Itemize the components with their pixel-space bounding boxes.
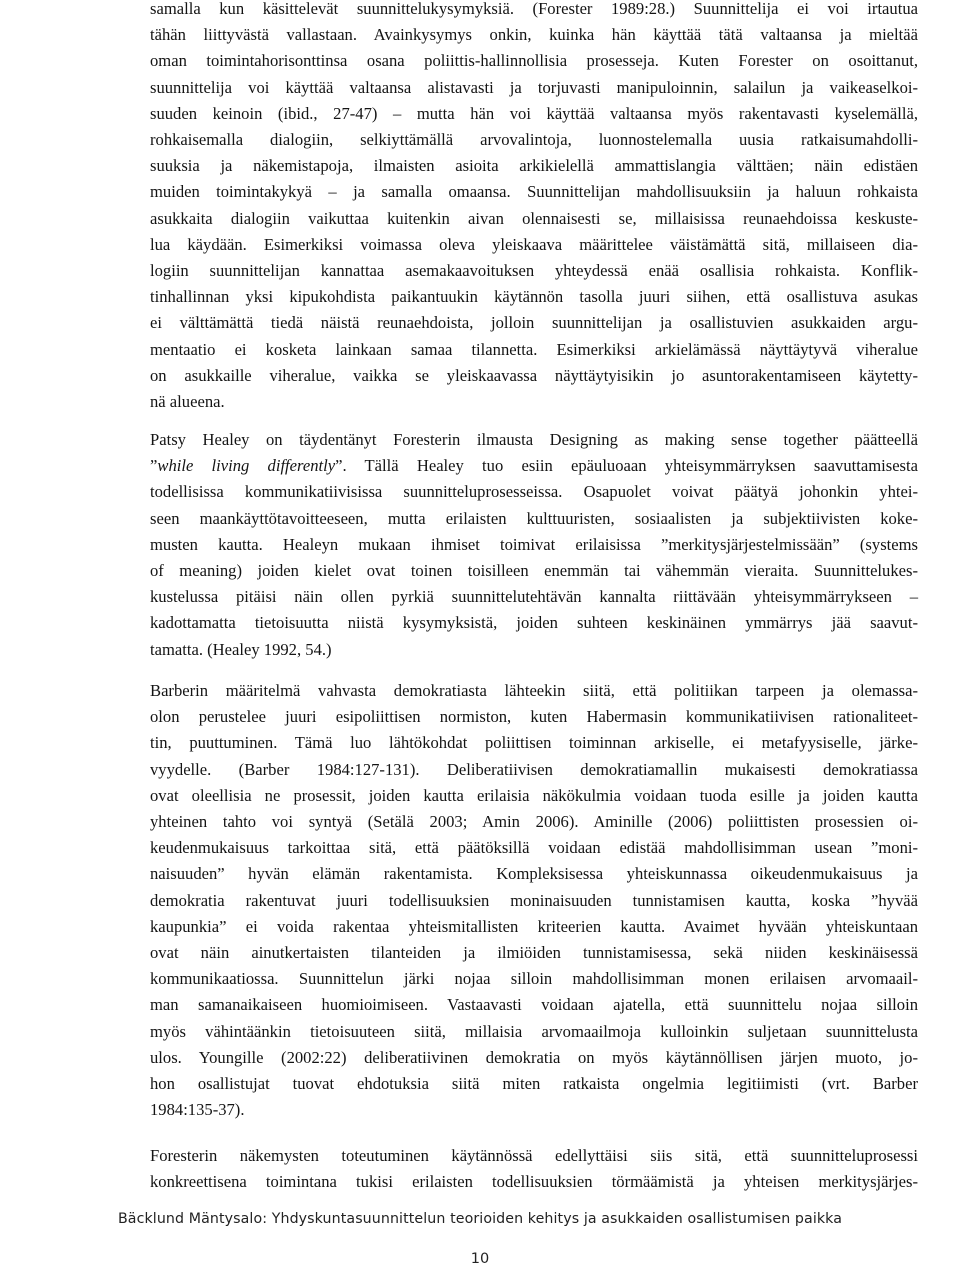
text-line: samalla kun käsittelevät suunnittelukysymyksiä. (Forester 1989:28.) Suunnittelija ei voi irtautua xyxy=(150,0,918,18)
text-line: todellisissa kommunikatiivisissa suunnitteluprosesseissa. Osapuolet voivat päätyä johonkin yhtei- xyxy=(150,482,918,502)
line-rest: ”. Tällä Healey tuo esiin epäuluoaan yhteisymmärryksen saavuttamisesta xyxy=(335,456,918,476)
text-line: yhteinen tahto voi syntyä (Setälä 2003; Amin 2006). Aminille (2006) poliittisten prosessien oi- xyxy=(150,812,918,832)
text-line: kustelussa pitäisi näin ollen pyrkiä suunnittelutehtävän kannalta riittävään yhteisymmärrykseen – xyxy=(150,587,918,607)
paragraph-2 xyxy=(150,427,918,663)
text-line: 1984:135-37). xyxy=(150,1100,245,1120)
text-line: Barberin määritelmä vahvasta demokratiasta lähteekin siitä, että politiikan tarpeen ja olemassa- xyxy=(150,681,918,700)
text-line: musten kautta. Healeyn mukaan ihmiset toimivat erilaisissa ”merkitysjärjestelmissään” (systems xyxy=(150,534,918,554)
text-line: rohkaisemalla dialogiin, selkiyttämällä arvovalintoja, luonnostelemalla uusia ratkaisumahdolli- xyxy=(150,130,918,150)
text-line: on asukkaille viheralue, vaikka se yleiskaavassa näyttäytyisikin jo asuntorakentamiseen käytetty- xyxy=(150,365,918,385)
text-line: tin, puuttuminen. Tämä luo lähtökohdat poliittisen toiminnan arkiselle, ei metafyysiselle, järke- xyxy=(150,733,918,753)
page-number: 10 xyxy=(470,1251,490,1267)
text-line: suunnittelija voi käyttää valtaansa alistavasti ja torjuvasti manipuloinnin, salailun ja vaikeaselkoi- xyxy=(150,77,918,97)
text-line: seen maankäyttötavoitteeseen, mutta erilaisten kulttuuristen, sosiaalisten ja subjektiivisten koke- xyxy=(150,508,918,528)
text-line: oman toimintahorisonttinsa osana poliittis-hallinnollisia prosesseja. Kuten Forester on osoittanut, xyxy=(150,51,918,71)
text-line: kadottamatta tietoisuutta niistä kysymyksistä, joiden suhteen keskinäinen ymmärrys jää saavut- xyxy=(150,613,918,633)
paragraph-4 xyxy=(150,1143,918,1195)
text-line: tähän liittyvästä vallastaan. Avainkysymys onkin, kuinka hän käyttää tätä valtaansa ja mieltää xyxy=(150,25,918,45)
text-line: of meaning) joiden kielet ovat toinen toisilleen enemmän tai vähemmän vieraita. Suunnittelukes- xyxy=(150,561,918,581)
text-line: ei välttämättä tiedä näistä reunaehdoista, jolloin suunnittelijan ja osallistuvien asukkaiden argu- xyxy=(150,313,918,333)
text-line: lua käydään. Esimerkiksi voimassa oleva yleiskaava määrittelee väistämättä sitä, millaiseen dia- xyxy=(150,234,918,254)
text-line: logiin suunnittelijan kannattaa asemakaavoituksen yhteydessä enää osallisia rohkaista. Konflik- xyxy=(150,261,918,281)
text-line: hon osallistujat tuovat ehdotuksia siitä miten ratkaista ongelmia legitiimisti (vrt. Barber xyxy=(150,1074,918,1094)
text-line: konkreettisena toimintana tukisi erilaisten todellisuuksien törmäämistä ja yhteisen merkitysjärjes- xyxy=(150,1172,918,1192)
text-line: suuksia ja näkemistapoja, ilmaisten asioita arkikielellä ammattislangia välttäen; näin edistäen xyxy=(150,156,918,176)
text-line: naisuuden” hyvän elämän rakentamista. Kompleksisessa yhteiskunnassa oikeudenmukaisuus ja xyxy=(150,864,918,884)
text-line: ovat näin ainutkertaisten tilanteiden ja ilmiöiden tunnistamisessa, sekä niiden keskinäisessä xyxy=(150,943,918,963)
text-line: ulos. Youngille (2002:22) deliberatiivinen demokratia on myös käytännöllisen järjen muoto, jo- xyxy=(150,1047,918,1067)
paragraph-1 xyxy=(150,0,918,415)
text-line: myös vähintäänkin tietoisuuteen siitä, millaisia arvomaailmoja kulloinkin suljetaan suunnittelusta xyxy=(150,1021,918,1041)
text-line: vyydelle. (Barber 1984:127-131). Deliberatiivisen demokratiamallin mukaisesti demokratiassa xyxy=(150,759,918,779)
text-line: olon perustelee juuri esipoliittisen normiston, kuten Habermasin kommunikatiivisen rationaliteet- xyxy=(150,707,918,727)
text-line: muiden toimintakykyä – ja samalla omaansa. Suunnittelijan mahdollisuuksiin ja haluun rohkaista xyxy=(150,182,918,202)
text-line: nä alueena. xyxy=(150,392,225,412)
text-line: demokratia rakentuvat juuri todellisuuksien moninaisuuden tunnistamisen kautta, koska ”hyvää xyxy=(150,890,918,910)
text-line: man samanaikaiseen huomioimiseen. Vastaavasti voidaan ajatella, että suunnittelu nojaa silloin xyxy=(150,995,918,1015)
text-line: Foresterin näkemysten toteutuminen käytännössä edellyttäisi siis sitä, että suunnitteluprosessi xyxy=(150,1146,918,1165)
paragraph-3 xyxy=(150,678,918,1123)
text-line: keudenmukaisuus tarkoittaa sitä, että päätöksillä voidaan edistää mahdollisimman usean ”moni- xyxy=(150,838,918,858)
text-line: Patsy Healey on täydentänyt Foresterin ilmausta Designing as making sense together päätteellä xyxy=(150,430,918,449)
italic-phrase: while living differently xyxy=(157,456,336,476)
page-footer: Bäcklund Mäntysalo: Yhdyskuntasuunnittelun teorioiden kehitys ja asukkaiden osallistumisen paikka xyxy=(117,1211,843,1227)
text-line: tamatta. (Healey 1992, 54.) xyxy=(150,639,332,659)
text-line: kommunikaatiossa. Suunnittelun järki nojaa silloin mahdollisimman monen erilaisen arvomaail- xyxy=(150,969,918,989)
text-line-with-italic xyxy=(150,453,918,479)
text-line: mentaatio ei kosketa lainkaan samaa tilannetta. Esimerkiksi arkielämässä näyttäytyvä viheralue xyxy=(150,339,918,359)
text-line: ovat oleellisia ne prosessit, joiden kautta erilaisia näkökulmia voidaan tuoda esille ja joiden kautta xyxy=(150,785,918,805)
text-line: suuden keinoin (ibid., 27-47) – mutta hän voi käyttää valtaansa myös rakentavasti kyselemällä, xyxy=(150,103,918,123)
text-line: tinhallinnan yksi kipukohdista paikantuukin käytännön tasolla juuri siihen, että osallistuva asukas xyxy=(150,287,918,307)
quote-open: ” xyxy=(150,456,158,476)
text-line: asukkaita dialogiin vaikuttaa kuitenkin aivan olennaisesti se, millaisissa reunaehdoissa keskuste- xyxy=(150,208,918,228)
text-line: kaupunkia” ei voida rakentaa yhteismitallisten kriteerien kautta. Avaimet hyvään yhteiskuntaan xyxy=(150,916,918,936)
